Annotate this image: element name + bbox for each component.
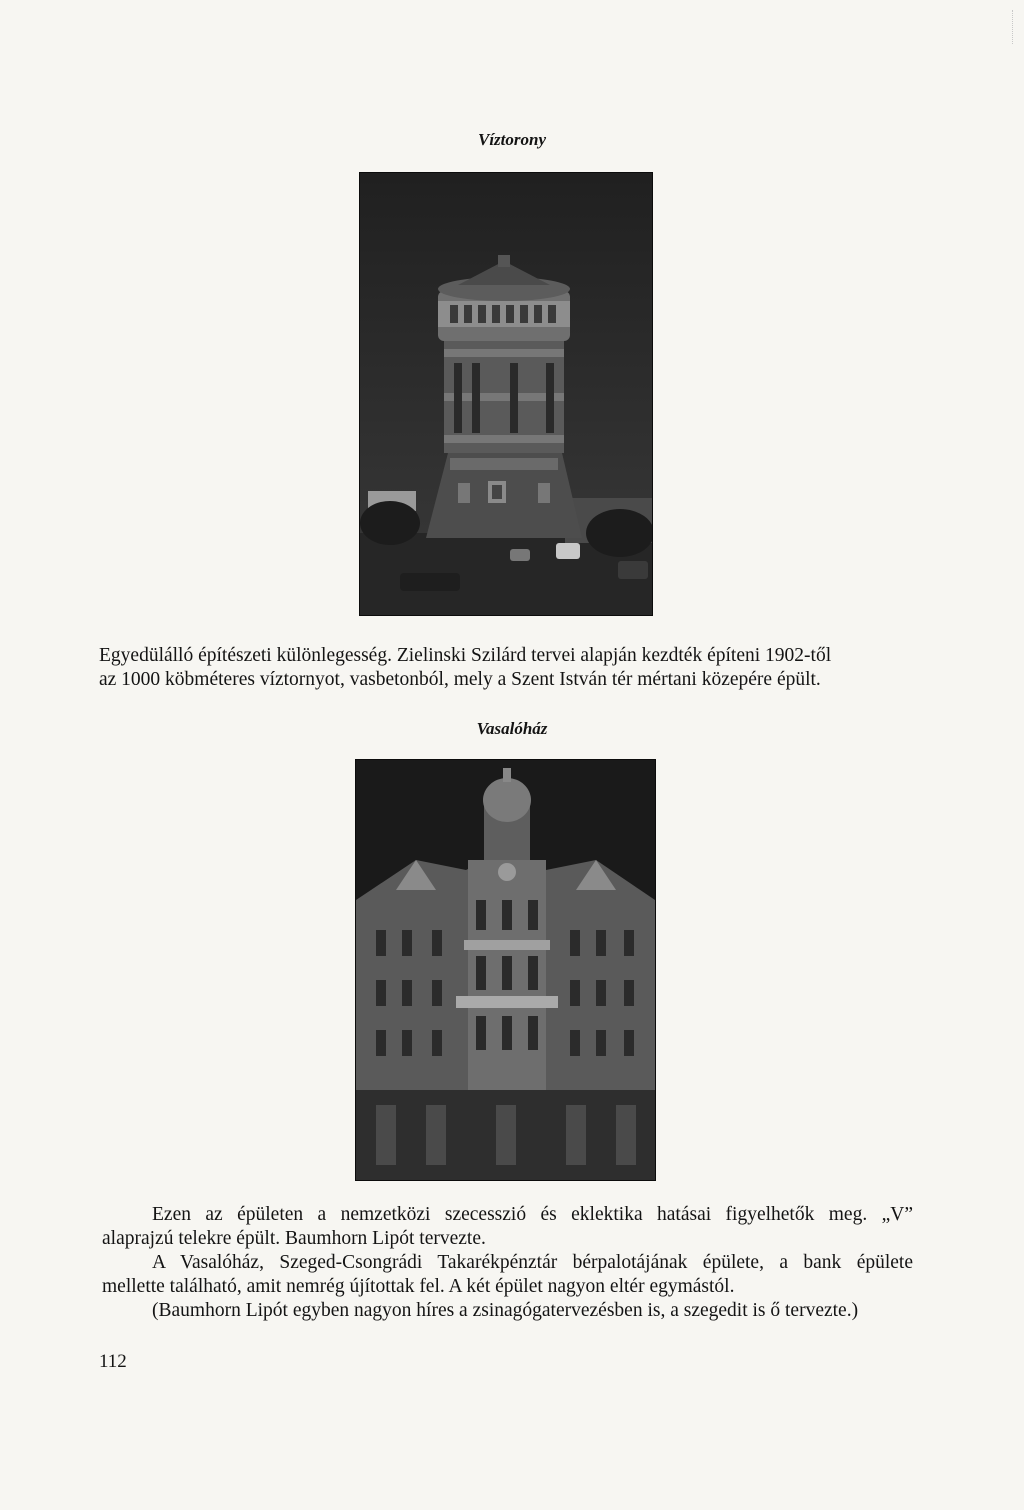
- scan-edge-mark: [1012, 10, 1017, 44]
- iron-house-building-photo-icon: [356, 760, 655, 1180]
- figure-title-water-tower: Víztorony: [477, 130, 547, 149]
- description-para-2-line-2: mellette található, amit nemrég újítottak fel. A két épület nagyon eltér egymástól.: [102, 1276, 735, 1297]
- water-tower-photo-icon: [360, 173, 652, 615]
- figure-title-iron-house: Vasalóház: [476, 719, 548, 738]
- caption-water-tower-line-1: Egyedülálló építészeti különlegesség. Zielinski Szilárd tervei alapján kezdték építeni 1902-től: [99, 645, 832, 666]
- page-number: 112: [99, 1351, 127, 1372]
- caption-water-tower: [99, 644, 919, 692]
- description-para-2-line-1: A Vasalóház, Szeged-Csongrádi Takarékpénztár bérpalotájának épülete, a bank épülete: [152, 1252, 913, 1273]
- iron-house-photo: [355, 759, 656, 1181]
- water-tower-photo: [359, 172, 653, 616]
- description-iron-house: [102, 1203, 913, 1323]
- description-para-1-line-2: alaprajzú telekre épült. Baumhorn Lipót tervezte.: [102, 1228, 486, 1249]
- description-para-3: (Baumhorn Lipót egyben nagyon híres a zsinagógatervezésben is, a szegedit is ő tervezte.): [152, 1300, 859, 1321]
- caption-water-tower-line-2: az 1000 köbméteres víztornyot, vasbetonból, mely a Szent István tér mértani közepére épült.: [99, 669, 821, 690]
- description-para-1-line-1: Ezen az épületen a nemzetközi szecesszió és eklektika hatásai figyelhetők meg. „V”: [152, 1204, 913, 1225]
